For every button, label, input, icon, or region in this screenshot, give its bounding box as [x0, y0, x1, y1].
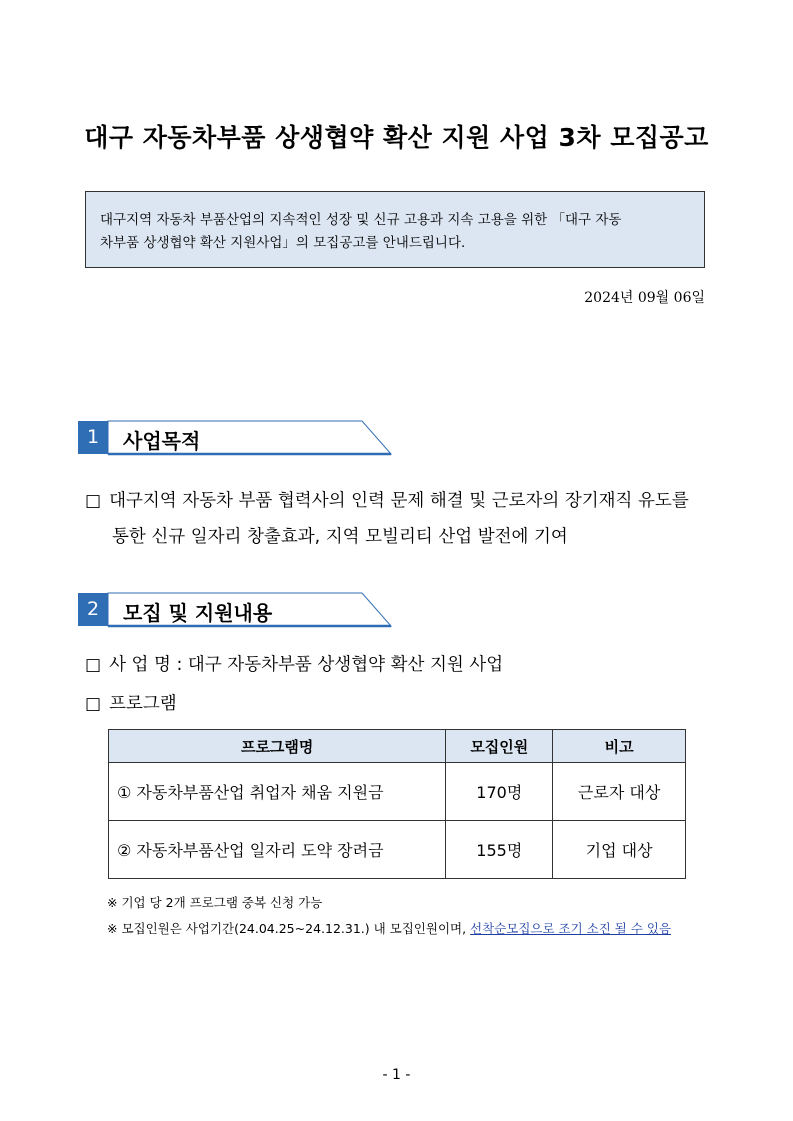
note-1: ※ 기업 당 2개 프로그램 중복 신청 가능 — [107, 895, 323, 910]
section-2-header — [78, 591, 393, 628]
recruit-count-cell: 170명 — [446, 763, 553, 821]
table-header-cell: 프로그램명 — [109, 730, 446, 763]
section-label-area — [108, 421, 391, 454]
checkbox-bullet: □ — [85, 694, 102, 714]
intro-line-1: 대구지역 자동차 부품산업의 지속적인 성장 및 신규 고용과 지속 고용을 위한 「대구 자동 — [100, 212, 622, 228]
program-name-cell: ② 자동차부품산업 일자리 도약 장려금 — [109, 821, 446, 879]
remark-cell: 근로자 대상 — [553, 763, 686, 821]
document-title: 대구 자동차부품 상생협약 확산 지원 사업 3차 모집공고 — [84, 123, 709, 152]
program-table — [108, 729, 686, 879]
document-date: 2024년 09월 06일 — [584, 290, 705, 306]
table-header-row — [109, 730, 686, 763]
intro-line-2: 차부품 상생협약 확산 지원사업」의 모집공고를 안내드립니다. — [100, 235, 466, 251]
business-name-text: 사 업 명 : 대구 자동차부품 상생협약 확산 지원 사업 — [109, 655, 504, 675]
note-2-underlined: 선착순모집으로 조기 소진 될 수 있음 — [470, 921, 672, 936]
table-header-cell: 비고 — [553, 730, 686, 763]
program-label-line — [85, 686, 177, 722]
table-row — [109, 821, 686, 879]
purpose-line-1: 대구지역 자동차 부품 협력사의 인력 문제 해결 및 근로자의 장기재직 유도를 — [109, 491, 689, 511]
table-header-cell: 모집인원 — [446, 730, 553, 763]
note-2-plain: ※ 모집인원은 사업기간(24.04.25~24.12.31.) 내 모집인원이며, — [107, 921, 471, 936]
section-number: 1 — [78, 421, 108, 454]
section-number: 2 — [78, 593, 108, 626]
recruit-count-cell: 155명 — [446, 821, 553, 879]
remark-cell: 기업 대상 — [553, 821, 686, 879]
section-1-paragraph — [85, 483, 689, 555]
program-label: 프로그램 — [109, 694, 177, 714]
purpose-line-2: 통한 신규 일자리 창출효과, 지역 모빌리티 산업 발전에 기여 — [112, 527, 568, 547]
intro-box — [85, 191, 705, 268]
checkbox-bullet: □ — [85, 491, 102, 511]
checkbox-bullet: □ — [85, 655, 102, 675]
program-name-cell: ① 자동차부품산업 취업자 채움 지원금 — [109, 763, 446, 821]
note-2 — [107, 919, 671, 937]
business-name-line — [85, 647, 503, 683]
page-number: - 1 - — [382, 1067, 411, 1083]
section-title: 사업목적 — [123, 429, 201, 453]
table-row — [109, 763, 686, 821]
section-title: 모집 및 지원내용 — [123, 601, 273, 625]
section-label-area — [108, 593, 391, 626]
section-1-header — [78, 419, 393, 456]
